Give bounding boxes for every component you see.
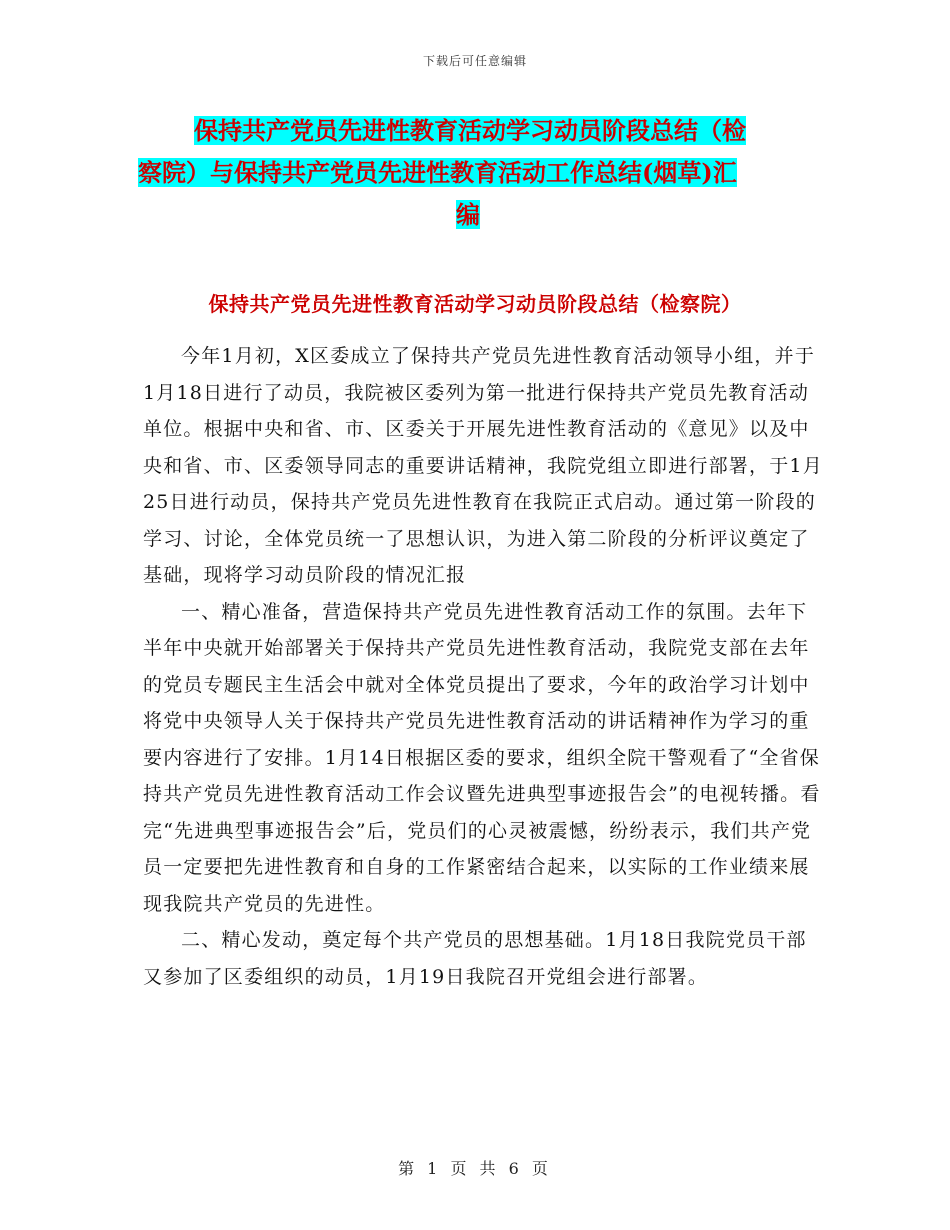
paragraph-3: 二、精心发动，奠定每个共产党员的思想基础。1月18日我院党员干部又参加了区委组织的动员，1月19日我院召开党组会进行部署。 — [143, 929, 807, 988]
title-line-2-text: 察院）与保持共产党员先进性教育活动工作总结(烟草)汇 — [138, 158, 737, 187]
document-body — [143, 338, 823, 995]
document-title — [138, 110, 818, 236]
paragraph-2: 一、精心准备，营造保持共产党员先进性教育活动工作的氛围。去年下半年中央就开始部署关于保持共产党员先进性教育活动，我院党支部在去年的党员专题民主生活会中就对全体党员提出了要求，今年的政治学习计划中将党中央领导人关于保持共产党员先进性教育活动的讲话精神作为学习的重要内容进行了安排。1月14日根据区委的要求，组织全院干警观看了“全省保持共产党员先进性教育活动工作会议暨先进典型事迹报告会”的电视转播。看完“先进典型事迹报告会”后，党员们的心灵被震憾，纷纷表示，我们共产党员一定要把先进性教育和自身的工作紧密结合起来，以实际的工作业绩来展现我院共产党员的先进性。 — [143, 600, 821, 915]
title-line-1-text: 保持共产党员先进性教育活动学习动员阶段总结（检 — [194, 116, 746, 145]
page-header-note: 下载后可任意编辑 — [422, 54, 527, 68]
page-number: 第 1 页 共 6 页 — [398, 1159, 552, 1178]
title-line-3-text: 编 — [456, 200, 480, 229]
section-title: 保持共产党员先进性教育活动学习动员阶段总结（检察院） — [208, 292, 742, 316]
title-line-1 — [138, 110, 818, 152]
title-line-2 — [138, 152, 818, 194]
paragraph-1: 今年1月初，X区委成立了保持共产党员先进性教育活动领导小组，并于1月18日进行了动员，我院被区委列为第一批进行保持共产党员先教育活动单位。根据中央和省、市、区委关于开展先进性教育活动的《意见》以及中央和省、市、区委领导同志的重要讲话精神，我院党组立即进行部署，于1月25日进行动员，保持共产党员先进性教育在我院正式启动。通过第一阶段的学习、讨论，全体党员统一了思想认识，为进入第二阶段的分析评议奠定了基础，现将学习动员阶段的情况汇报 — [143, 345, 823, 586]
title-line-3 — [138, 194, 818, 236]
